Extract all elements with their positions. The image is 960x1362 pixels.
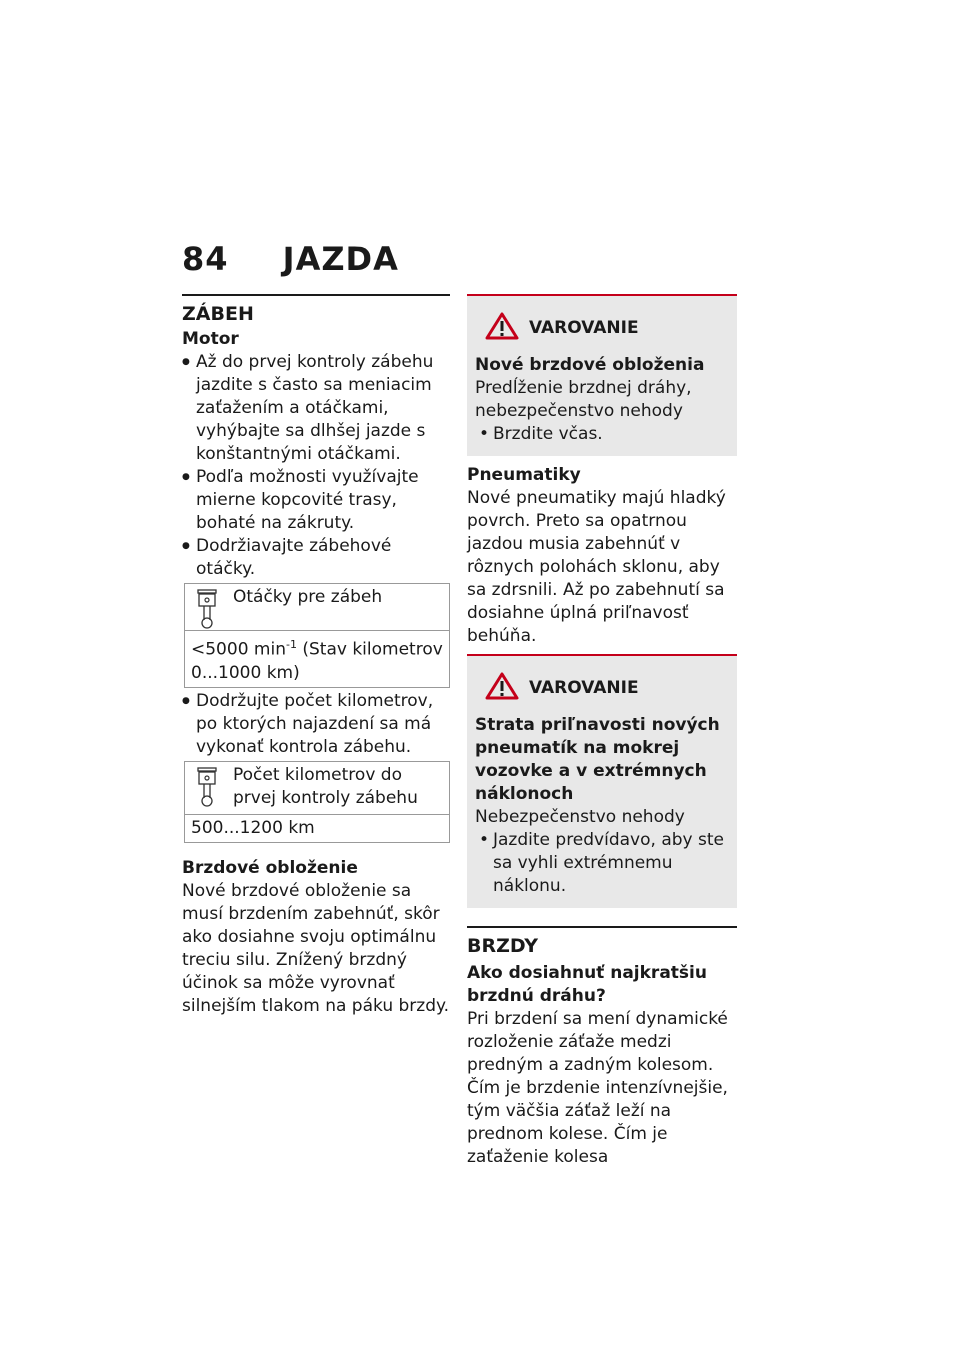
spec-value: 500...1200 km: [191, 817, 315, 838]
section-title-brzdy: BRZDY: [467, 935, 539, 957]
brake-lining-heading: Brzdové obloženie: [182, 857, 358, 878]
warning-text: Nebezpečenstvo nehody: [475, 807, 685, 827]
chapter-title: JAZDA: [282, 240, 399, 278]
engine-piston-icon: [185, 584, 229, 630]
warning-text: Predĺženie brzdnej dráhy, nebezpečenstvo nehody: [475, 378, 692, 421]
spec-value: <5000 $\min^{-1}$ (Stav kilometrov 0...1000 km): [191, 638, 443, 683]
warning-box: [467, 654, 737, 908]
list-item: ● Podľa možnosti využívajte mierne kopcovité trasy, bohaté na zákruty.: [182, 466, 450, 535]
warning-box: [467, 294, 737, 456]
warning-heading: Strata priľnavosti nových pneumatík na mokrej vozovke a v extrémnych náklonoch: [475, 715, 720, 804]
braking-question-heading: Ako dosiahnuť najkratšiu brzdnú dráhu?: [467, 963, 707, 1006]
right-column: [467, 294, 737, 1169]
motor-heading: Motor: [182, 329, 239, 349]
spec-label: Počet kilometrov do prvej kontroly zábehu: [233, 764, 418, 808]
warning-title: VAROVANIE: [529, 678, 639, 698]
engine-piston-icon: [185, 762, 229, 814]
list-item: • Jazdite predvídavo, aby ste sa vyhli extrémnemu náklonu.: [475, 829, 729, 898]
mileage-bullets: [182, 690, 450, 759]
list-item: • Brzdite včas.: [475, 423, 729, 446]
list-item: ● Dodržujte počet kilometrov, po ktorých najazdení sa má vykonať kontrola zábehu.: [182, 690, 450, 759]
motor-bullets: [182, 351, 450, 581]
section-title-zabeh: ZÁBEH: [182, 303, 254, 325]
page-number: 84: [182, 240, 229, 278]
list-item: ● Až do prvej kontroly zábehu jazdite s často sa meniacim zaťažením a otáčkami, vyhýbajte sa dlhšej jazde s konštantnými otáčkami.: [182, 351, 450, 466]
left-column: [182, 294, 450, 1018]
tires-text: Nové pneumatiky majú hladký povrch. Preto sa opatrnou jazdou musia zabehnúť v rôznych polohách sklonu, aby sa zdrsnili. Až po zabehnutí sa dosiahne úplná priľnavosť behúňa.: [467, 488, 726, 646]
page-header: [182, 240, 399, 278]
braking-text: Pri brzdení sa mení dynamické rozloženie záťaže medzi predným a zadným kolesom. Čím je brzdenie intenzívnejšie, tým väčšia záťaž leží na prednom kolese. Čím je zaťaženie kolesa: [467, 1009, 728, 1167]
brake-lining-text: Nové brzdové obloženie sa musí brzdením zabehnúť, skôr ako dosiahne svoju optimálnu treciu silu. Znížený brzdný účinok sa môže vyrovnať silnejším tlakom na páku brzdy.: [182, 880, 450, 1016]
warning-triangle-icon: [485, 312, 519, 344]
list-item: ● Dodržiavajte zábehové otáčky.: [182, 535, 450, 581]
tires-heading: Pneumatiky: [467, 465, 581, 485]
warning-title: VAROVANIE: [529, 318, 639, 338]
spec-table-km: [184, 761, 450, 843]
spec-label: Otáčky pre zábeh: [233, 587, 383, 607]
section-divider: [182, 294, 450, 296]
section-divider: [467, 926, 737, 928]
spec-table-rpm: [184, 583, 450, 688]
warning-triangle-icon: [485, 672, 519, 704]
warning-heading: Nové brzdové obloženia: [475, 355, 705, 375]
